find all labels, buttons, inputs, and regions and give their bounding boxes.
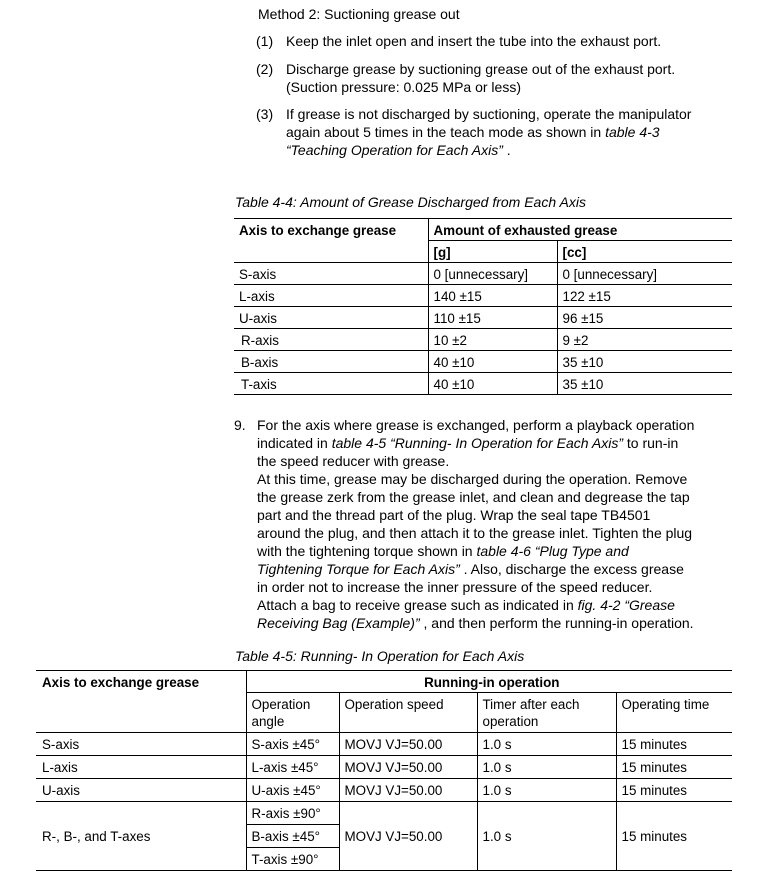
header-running-in: Running-in operation [246,671,732,693]
speed-cell: MOVJ VJ=50.00 [339,756,477,779]
paragraph-line: in order not to increase the inner pressure of the speed reducer. [257,579,653,595]
timer-cell: 1.0 s [477,779,616,802]
paragraph-line: the grease zerk from the grease inlet, and clean and degrease the tap [257,489,690,505]
angle-cell: T-axis ±90° [246,848,339,871]
axis-cell: U-axis [36,779,246,802]
method-heading: Method 2: Suctioning grease out [258,6,460,22]
cc-cell: 35 ±10 [562,355,604,370]
paragraph-line [257,596,694,614]
step-text [286,141,511,159]
paragraph-line: the speed reducer with grease. [257,453,450,469]
axis-cell: L-axis [234,285,428,307]
running-in-table [36,670,732,871]
grams-cell: 0 [unnecessary] [428,263,557,285]
table-row [234,351,732,373]
angle-cell: B-axis ±45° [246,825,339,848]
cc-cell: 9 ±2 [562,333,589,348]
header-axis: Axis to exchange grease [36,671,246,733]
subheader-operation-angle: Operation angle [246,693,339,733]
step-text: If grease is not discharged by suctioning, operate the manipulator [286,106,692,122]
paragraph-line: around the plug, and then attach it to the grease inlet. Tighten the plug [257,525,693,541]
axis-cell: L-axis [36,756,246,779]
step-text [286,123,660,141]
text: to run-in [623,435,679,451]
text: Attach a bag to receive grease such as indicated in [257,597,578,613]
axis-cell: B-axis [234,351,428,373]
paragraph-line [257,434,694,452]
speed-cell: MOVJ VJ=50.00 [339,779,477,802]
table-row [234,373,732,395]
step-number: (2) [256,61,274,77]
text: . Also, discharge the excess grease [459,561,684,577]
step-text: (Suction pressure: 0.025 MPa or less) [286,79,521,95]
header-axis: Axis to exchange grease [234,219,428,263]
axis-cell: S-axis [234,263,428,285]
subheader-timer: Timer after each operation [477,693,616,733]
table-row [234,329,732,351]
figure-reference: fig. 4-2 “Grease [577,597,675,613]
grams-cell: 40 ±10 [428,351,557,373]
paragraph-line: For the axis where grease is exchanged, perform a playback operation [257,417,695,433]
table-reference: Tightening Torque for Each Axis” [257,561,460,577]
cc-cell: 0 [unnecessary] [562,267,658,282]
angle-cell: S-axis ±45° [246,733,339,756]
grams-cell: 10 ±2 [428,329,557,351]
step-number: (1) [256,33,274,49]
step-text: Discharge grease by suctioning grease out of the exhaust port. [286,61,676,77]
paragraph-line [257,614,694,632]
grease-amount-table [234,218,732,395]
time-cell: 15 minutes [616,802,732,871]
grams-cell: 40 ±10 [428,373,557,395]
axis-cell: U-axis [234,307,428,329]
grams-cell: 110 ±15 [428,307,557,329]
header-unit-cc: [cc] [562,245,587,260]
text: with the tightening torque shown in [257,543,477,559]
table-reference: “Teaching Operation for Each Axis” [286,142,503,158]
subheader-operating-time: Operating time [621,697,710,712]
angle-cell: R-axis ±90° [246,802,339,825]
axis-cell: S-axis [36,733,246,756]
paragraph-line: At this time, grease may be discharged during the operation. Remove [257,471,688,487]
text: again about 5 times in the teach mode as shown in [286,124,606,140]
angle-cell: L-axis ±45° [246,756,339,779]
figure-reference: Receiving Bag (Example)” [257,615,420,631]
time-cell: 15 minutes [621,737,688,752]
axis-cell: R-axis [234,329,428,351]
text: . [502,142,511,158]
header-unit-g: [g] [428,241,557,263]
speed-cell: MOVJ VJ=50.00 [339,733,477,756]
timer-cell: 1.0 s [477,733,616,756]
grams-cell: 140 ±15 [428,285,557,307]
table-row [36,756,732,779]
cc-cell: 122 ±15 [562,289,611,304]
header-amount: Amount of exhausted grease [428,219,732,241]
table-caption: Table 4-4: Amount of Grease Discharged from Each Axis [235,194,586,210]
table-reference: table 4-3 [605,124,660,140]
timer-cell: 1.0 s [477,802,616,871]
table-caption: Table 4-5: Running- In Operation for Each Axis [235,648,525,664]
step-text: Keep the inlet open and insert the tube into the exhaust port. [286,33,662,49]
table-row [36,802,732,825]
axis-cell: R-, B-, and T-axes [36,802,246,871]
table-row [36,779,732,802]
step-number: 9. [234,417,246,433]
cc-cell: 96 ±15 [562,311,604,326]
angle-cell: U-axis ±45° [246,779,339,802]
text: , and then perform the running-in operation. [419,615,694,631]
cc-cell: 35 ±10 [562,377,604,392]
axis-cell: T-axis [234,373,428,395]
paragraph-line [257,542,694,560]
time-cell: 15 minutes [621,760,688,775]
step-9-paragraph [257,416,694,632]
table-row [234,263,732,285]
paragraph-line [257,560,694,578]
timer-cell: 1.0 s [477,756,616,779]
speed-cell: MOVJ VJ=50.00 [339,802,477,871]
text: indicated in [257,435,332,451]
paragraph-line: part and the thread part of the plug. Wrap the seal tape TB4501 [257,507,651,523]
time-cell: 15 minutes [621,783,688,798]
table-row [234,307,732,329]
table-reference: table 4-6 “Plug Type and [476,543,629,559]
step-number: (3) [256,106,274,122]
table-row [234,285,732,307]
table-row [36,733,732,756]
table-reference: table 4-5 “Running- In Operation for Each Axis” [331,435,624,451]
subheader-operation-speed: Operation speed [339,693,477,733]
